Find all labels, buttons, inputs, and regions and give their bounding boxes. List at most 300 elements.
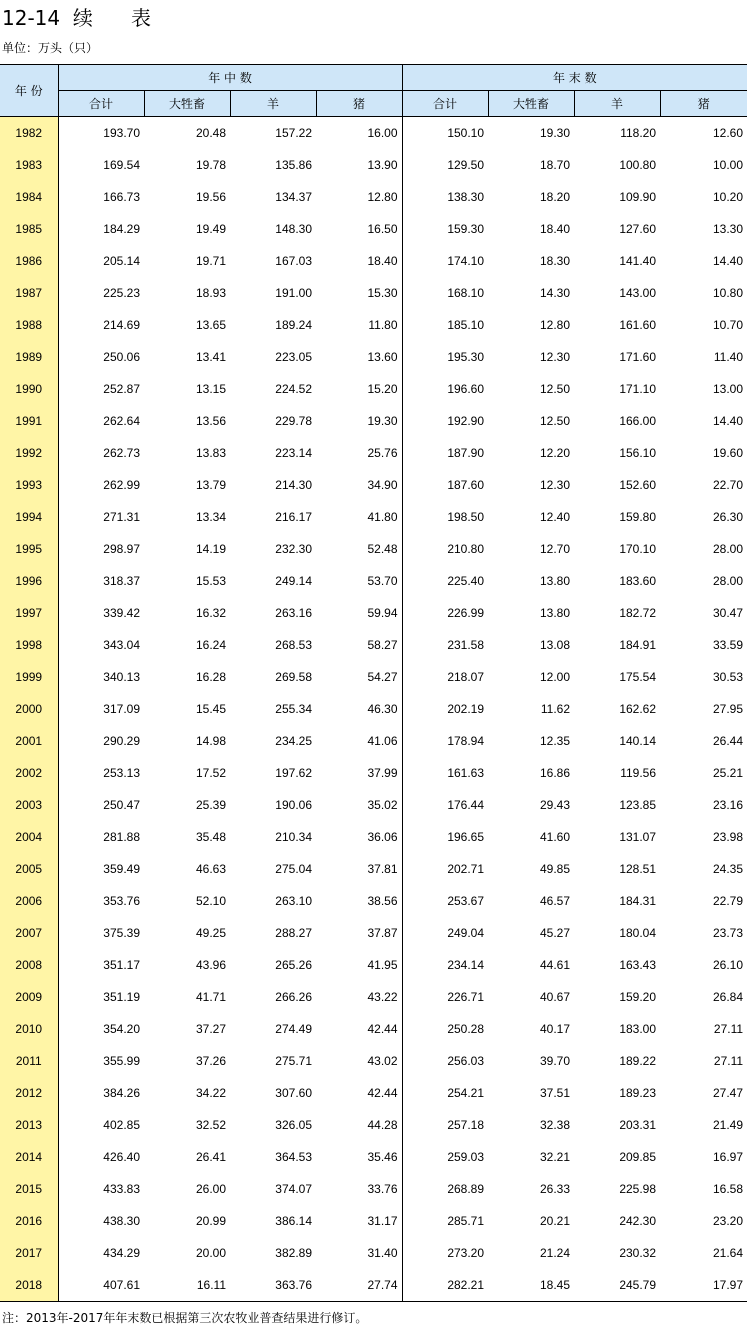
- col-header-mid-large-livestock: 大牲畜: [144, 91, 230, 117]
- value-cell: 184.29: [103, 222, 140, 236]
- value-cell: 15.45: [195, 702, 226, 716]
- year-cell: 1985: [0, 213, 58, 245]
- value-cell: 402.85: [103, 1118, 140, 1132]
- value-cell: 25.21: [713, 766, 744, 780]
- value-cell: 169.54: [103, 158, 140, 172]
- value-cell: 40.67: [539, 990, 571, 1004]
- value-cell: 26.84: [713, 990, 744, 1004]
- value-cell: 307.60: [275, 1086, 312, 1100]
- value-cell: 52.48: [316, 533, 402, 565]
- table-row: [0, 469, 747, 501]
- value-cell: 191.00: [275, 286, 312, 300]
- value-cell: 58.27: [316, 629, 402, 661]
- value-cell: 359.49: [103, 862, 140, 876]
- year-cell: 2013: [0, 1109, 58, 1141]
- value-cell: 24.35: [713, 862, 744, 876]
- value-cell: 230.32: [619, 1246, 657, 1260]
- table-title: 12-14 续 表: [2, 6, 151, 30]
- value-cell: 40.17: [539, 1022, 571, 1036]
- year-cell: 1999: [0, 661, 58, 693]
- value-cell: 41.80: [316, 501, 402, 533]
- value-cell: 53.70: [316, 565, 402, 597]
- value-cell: 223.14: [275, 446, 312, 460]
- year-cell: 2003: [0, 789, 58, 821]
- value-cell: 54.27: [316, 661, 402, 693]
- year-cell: 2015: [0, 1173, 58, 1205]
- value-cell: 13.41: [195, 350, 226, 364]
- table-row: [0, 629, 747, 661]
- value-cell: 37.26: [195, 1054, 226, 1068]
- value-cell: 34.22: [195, 1086, 226, 1100]
- value-cell: 265.26: [275, 958, 312, 972]
- year-cell: 1997: [0, 597, 58, 629]
- value-cell: 13.60: [316, 341, 402, 373]
- value-cell: 34.90: [316, 469, 402, 501]
- value-cell: 193.70: [103, 126, 140, 140]
- value-cell: 11.80: [316, 309, 402, 341]
- value-cell: 141.40: [619, 254, 657, 268]
- value-cell: 109.90: [619, 190, 657, 204]
- value-cell: 19.30: [316, 405, 402, 437]
- value-cell: 257.18: [447, 1118, 485, 1132]
- value-cell: 249.04: [447, 926, 485, 940]
- value-cell: 18.45: [488, 1269, 574, 1302]
- value-cell: 28.00: [713, 542, 744, 556]
- value-cell: 33.76: [316, 1173, 402, 1205]
- value-cell: 266.26: [275, 990, 312, 1004]
- value-cell: 20.00: [195, 1246, 226, 1260]
- value-cell: 231.58: [447, 638, 485, 652]
- table-row: [0, 437, 747, 469]
- value-cell: 13.65: [195, 318, 226, 332]
- value-cell: 166.00: [619, 414, 657, 428]
- value-cell: 438.30: [103, 1214, 140, 1228]
- value-cell: 340.13: [103, 670, 140, 684]
- value-cell: 290.29: [103, 734, 140, 748]
- table-row: [0, 245, 747, 277]
- value-cell: 202.71: [447, 862, 485, 876]
- table-row: [0, 757, 747, 789]
- value-cell: 176.44: [447, 798, 485, 812]
- col-header-mid-sheep: 羊: [230, 91, 316, 117]
- value-cell: 11.40: [713, 350, 744, 364]
- year-cell: 2004: [0, 821, 58, 853]
- table-row: [0, 1269, 747, 1302]
- value-cell: 232.30: [275, 542, 312, 556]
- year-cell: 2009: [0, 981, 58, 1013]
- value-cell: 166.73: [103, 190, 140, 204]
- value-cell: 18.93: [195, 286, 226, 300]
- value-cell: 36.06: [316, 821, 402, 853]
- table-row: [0, 1109, 747, 1141]
- value-cell: 37.81: [316, 853, 402, 885]
- year-cell: 1986: [0, 245, 58, 277]
- value-cell: 19.71: [195, 254, 226, 268]
- table-row: [0, 405, 747, 437]
- value-cell: 37.51: [539, 1086, 571, 1100]
- value-cell: 255.34: [275, 702, 312, 716]
- table-row: [0, 1013, 747, 1045]
- year-cell: 2006: [0, 885, 58, 917]
- value-cell: 12.40: [539, 510, 571, 524]
- value-cell: 274.49: [275, 1022, 312, 1036]
- value-cell: 30.53: [713, 670, 744, 684]
- unit-label: 单位：万头（只）: [2, 41, 99, 55]
- value-cell: 43.96: [195, 958, 226, 972]
- table-row: [0, 533, 747, 565]
- table-row: [0, 981, 747, 1013]
- value-cell: 27.95: [713, 702, 744, 716]
- value-cell: 192.90: [447, 414, 485, 428]
- value-cell: 35.02: [316, 789, 402, 821]
- value-cell: 12.50: [539, 382, 571, 396]
- value-cell: 353.76: [103, 894, 140, 908]
- value-cell: 198.50: [447, 510, 485, 524]
- value-cell: 375.39: [103, 926, 140, 940]
- table-row: [0, 789, 747, 821]
- year-cell: 2011: [0, 1045, 58, 1077]
- value-cell: 19.30: [539, 126, 571, 140]
- value-cell: 27.74: [316, 1269, 402, 1302]
- value-cell: 189.23: [619, 1086, 657, 1100]
- value-cell: 250.47: [103, 798, 140, 812]
- value-cell: 209.85: [619, 1150, 657, 1164]
- value-cell: 19.60: [713, 446, 744, 460]
- value-cell: 13.90: [316, 149, 402, 181]
- value-cell: 180.04: [619, 926, 657, 940]
- value-cell: 268.89: [447, 1182, 485, 1196]
- value-cell: 226.71: [447, 990, 485, 1004]
- value-cell: 128.51: [619, 862, 657, 876]
- value-cell: 275.71: [275, 1054, 312, 1068]
- value-cell: 229.78: [275, 414, 312, 428]
- value-cell: 41.71: [195, 990, 226, 1004]
- value-cell: 46.63: [195, 862, 226, 876]
- table-row: [0, 885, 747, 917]
- value-cell: 12.80: [539, 318, 571, 332]
- value-cell: 26.33: [539, 1182, 571, 1196]
- value-cell: 226.99: [447, 606, 485, 620]
- value-cell: 29.43: [539, 798, 571, 812]
- value-cell: 163.43: [619, 958, 657, 972]
- table-row: [0, 213, 747, 245]
- table-row: [0, 501, 747, 533]
- year-cell: 1982: [0, 117, 58, 150]
- value-cell: 44.61: [539, 958, 571, 972]
- value-cell: 184.31: [619, 894, 657, 908]
- year-cell: 1983: [0, 149, 58, 181]
- value-cell: 159.20: [619, 990, 657, 1004]
- value-cell: 28.00: [713, 574, 744, 588]
- value-cell: 143.00: [619, 286, 657, 300]
- value-cell: 127.60: [619, 222, 657, 236]
- value-cell: 18.30: [539, 254, 571, 268]
- value-cell: 216.17: [275, 510, 312, 524]
- value-cell: 43.02: [316, 1045, 402, 1077]
- value-cell: 157.22: [275, 126, 312, 140]
- value-cell: 268.53: [275, 638, 312, 652]
- table-row: [0, 1141, 747, 1173]
- value-cell: 159.80: [619, 510, 657, 524]
- value-cell: 242.30: [619, 1214, 657, 1228]
- year-cell: 1988: [0, 309, 58, 341]
- value-cell: 27.11: [713, 1022, 744, 1036]
- value-cell: 167.03: [275, 254, 312, 268]
- table-row: [0, 597, 747, 629]
- value-cell: 21.64: [713, 1246, 744, 1260]
- value-cell: 175.54: [619, 670, 657, 684]
- value-cell: 45.27: [539, 926, 571, 940]
- value-cell: 364.53: [275, 1150, 312, 1164]
- value-cell: 42.44: [316, 1013, 402, 1045]
- value-cell: 162.62: [619, 702, 657, 716]
- value-cell: 250.06: [103, 350, 140, 364]
- value-cell: 123.85: [619, 798, 657, 812]
- value-cell: 13.15: [195, 382, 226, 396]
- value-cell: 18.70: [539, 158, 571, 172]
- value-cell: 250.28: [447, 1022, 485, 1036]
- value-cell: 363.76: [230, 1269, 316, 1302]
- value-cell: 23.16: [713, 798, 744, 812]
- value-cell: 262.64: [103, 414, 140, 428]
- col-header-end-pig: 猪: [660, 91, 747, 117]
- value-cell: 161.63: [447, 766, 485, 780]
- value-cell: 26.00: [195, 1182, 226, 1196]
- value-cell: 26.10: [713, 958, 744, 972]
- value-cell: 16.00: [316, 117, 402, 150]
- value-cell: 263.16: [275, 606, 312, 620]
- value-cell: 15.30: [316, 277, 402, 309]
- value-cell: 382.89: [275, 1246, 312, 1260]
- col-header-end-sheep: 羊: [574, 91, 660, 117]
- value-cell: 433.83: [103, 1182, 140, 1196]
- value-cell: 33.59: [713, 638, 744, 652]
- value-cell: 16.24: [195, 638, 226, 652]
- value-cell: 351.17: [103, 958, 140, 972]
- value-cell: 18.40: [539, 222, 571, 236]
- year-cell: 2014: [0, 1141, 58, 1173]
- value-cell: 12.30: [539, 478, 571, 492]
- value-cell: 16.50: [316, 213, 402, 245]
- value-cell: 59.94: [316, 597, 402, 629]
- value-cell: 23.20: [713, 1214, 744, 1228]
- year-cell: 2018: [0, 1269, 58, 1302]
- value-cell: 119.56: [620, 766, 657, 780]
- value-cell: 262.99: [103, 478, 140, 492]
- year-cell: 1991: [0, 405, 58, 437]
- value-cell: 269.58: [275, 670, 312, 684]
- year-cell: 2005: [0, 853, 58, 885]
- value-cell: 21.49: [713, 1118, 744, 1132]
- table-row: [0, 1237, 747, 1269]
- value-cell: 49.25: [195, 926, 226, 940]
- value-cell: 150.10: [447, 126, 485, 140]
- year-cell: 2017: [0, 1237, 58, 1269]
- value-cell: 32.38: [539, 1118, 571, 1132]
- value-cell: 13.80: [539, 574, 571, 588]
- table-row: [0, 853, 747, 885]
- value-cell: 21.24: [539, 1246, 571, 1260]
- value-cell: 282.21: [402, 1269, 488, 1302]
- value-cell: 253.67: [447, 894, 485, 908]
- value-cell: 18.40: [316, 245, 402, 277]
- value-cell: 374.07: [275, 1182, 312, 1196]
- value-cell: 318.37: [103, 574, 140, 588]
- value-cell: 245.79: [574, 1269, 660, 1302]
- year-cell: 1994: [0, 501, 58, 533]
- value-cell: 197.62: [275, 766, 312, 780]
- value-cell: 16.58: [713, 1182, 744, 1196]
- value-cell: 161.60: [619, 318, 657, 332]
- value-cell: 49.85: [539, 862, 571, 876]
- table-row: [0, 1205, 747, 1237]
- table-row: [0, 1045, 747, 1077]
- value-cell: 37.27: [195, 1022, 226, 1036]
- value-cell: 13.83: [195, 446, 226, 460]
- table-body: [0, 117, 747, 1302]
- value-cell: 171.10: [619, 382, 657, 396]
- year-cell: 1993: [0, 469, 58, 501]
- table-row: [0, 149, 747, 181]
- value-cell: 44.28: [316, 1109, 402, 1141]
- value-cell: 196.65: [447, 830, 485, 844]
- year-cell: 2016: [0, 1205, 58, 1237]
- value-cell: 189.24: [275, 318, 312, 332]
- value-cell: 152.60: [619, 478, 657, 492]
- value-cell: 218.07: [447, 670, 485, 684]
- value-cell: 183.60: [619, 574, 657, 588]
- col-header-end-large-livestock: 大牲畜: [488, 91, 574, 117]
- col-header-end-total: 合计: [402, 91, 488, 117]
- value-cell: 32.21: [539, 1150, 571, 1164]
- year-cell: 2007: [0, 917, 58, 949]
- value-cell: 131.07: [619, 830, 657, 844]
- value-cell: 187.90: [447, 446, 485, 460]
- year-cell: 2002: [0, 757, 58, 789]
- value-cell: 168.10: [447, 286, 485, 300]
- value-cell: 27.11: [713, 1054, 744, 1068]
- value-cell: 23.73: [713, 926, 744, 940]
- value-cell: 434.29: [103, 1246, 140, 1260]
- value-cell: 14.98: [195, 734, 226, 748]
- value-cell: 223.05: [275, 350, 312, 364]
- value-cell: 184.91: [619, 638, 657, 652]
- value-cell: 14.40: [713, 254, 744, 268]
- value-cell: 354.20: [103, 1022, 140, 1036]
- value-cell: 224.52: [275, 382, 312, 396]
- value-cell: 156.10: [619, 446, 657, 460]
- value-cell: 159.30: [447, 222, 485, 236]
- value-cell: 252.87: [103, 382, 140, 396]
- value-cell: 339.42: [103, 606, 140, 620]
- value-cell: 171.60: [619, 350, 657, 364]
- value-cell: 407.61: [58, 1269, 144, 1302]
- year-cell: 1995: [0, 533, 58, 565]
- year-cell: 2012: [0, 1077, 58, 1109]
- value-cell: 355.99: [103, 1054, 140, 1068]
- value-cell: 205.14: [103, 254, 140, 268]
- value-cell: 326.05: [275, 1118, 312, 1132]
- value-cell: 12.00: [539, 670, 571, 684]
- table-row: [0, 309, 747, 341]
- value-cell: 225.23: [103, 286, 140, 300]
- value-cell: 31.17: [316, 1205, 402, 1237]
- year-cell: 2001: [0, 725, 58, 757]
- table-row: [0, 693, 747, 725]
- value-cell: 100.80: [619, 158, 657, 172]
- value-cell: 288.27: [275, 926, 312, 940]
- value-cell: 185.10: [447, 318, 485, 332]
- year-cell: 2008: [0, 949, 58, 981]
- value-cell: 41.06: [316, 725, 402, 757]
- end-year-header: 年 末 数: [402, 65, 747, 91]
- value-cell: 140.14: [619, 734, 657, 748]
- value-cell: 253.13: [103, 766, 140, 780]
- table-row: [0, 821, 747, 853]
- value-cell: 10.80: [713, 286, 744, 300]
- value-cell: 37.99: [316, 757, 402, 789]
- value-cell: 210.80: [447, 542, 485, 556]
- value-cell: 19.49: [195, 222, 226, 236]
- value-cell: 189.22: [619, 1054, 657, 1068]
- value-cell: 16.32: [195, 606, 226, 620]
- value-cell: 174.10: [447, 254, 485, 268]
- value-cell: 32.52: [195, 1118, 226, 1132]
- table-row: [0, 1077, 747, 1109]
- livestock-table: [0, 64, 747, 1302]
- value-cell: 26.41: [195, 1150, 226, 1164]
- value-cell: 12.30: [539, 350, 571, 364]
- value-cell: 343.04: [103, 638, 140, 652]
- value-cell: 35.46: [316, 1141, 402, 1173]
- value-cell: 25.39: [195, 798, 226, 812]
- value-cell: 202.19: [447, 702, 485, 716]
- value-cell: 196.60: [447, 382, 485, 396]
- table-row: [0, 117, 747, 150]
- value-cell: 14.19: [195, 542, 226, 556]
- value-cell: 12.35: [539, 734, 571, 748]
- value-cell: 249.14: [275, 574, 312, 588]
- year-cell: 1996: [0, 565, 58, 597]
- mid-year-header: 年 中 数: [58, 65, 402, 91]
- year-cell: 1989: [0, 341, 58, 373]
- value-cell: 11.62: [540, 702, 571, 716]
- table-row: [0, 1173, 747, 1205]
- year-cell: 2010: [0, 1013, 58, 1045]
- value-cell: 203.31: [619, 1118, 657, 1132]
- table-row: [0, 725, 747, 757]
- value-cell: 20.99: [195, 1214, 226, 1228]
- value-cell: 426.40: [103, 1150, 140, 1164]
- table-row: [0, 181, 747, 213]
- value-cell: 16.28: [195, 670, 226, 684]
- value-cell: 20.48: [195, 126, 226, 140]
- footnote: 注：2013年-2017年年末数已根据第三次农牧业普查结果进行修订。: [2, 1311, 368, 1325]
- col-header-mid-total: 合计: [58, 91, 144, 117]
- value-cell: 10.00: [713, 158, 744, 172]
- value-cell: 46.57: [539, 894, 571, 908]
- table-row: [0, 661, 747, 693]
- value-cell: 42.44: [316, 1077, 402, 1109]
- value-cell: 259.03: [447, 1150, 485, 1164]
- value-cell: 148.30: [275, 222, 312, 236]
- value-cell: 190.06: [275, 798, 312, 812]
- value-cell: 13.34: [195, 510, 226, 524]
- table-row: [0, 917, 747, 949]
- table-row: [0, 277, 747, 309]
- value-cell: 13.56: [195, 414, 226, 428]
- value-cell: 16.97: [713, 1150, 744, 1164]
